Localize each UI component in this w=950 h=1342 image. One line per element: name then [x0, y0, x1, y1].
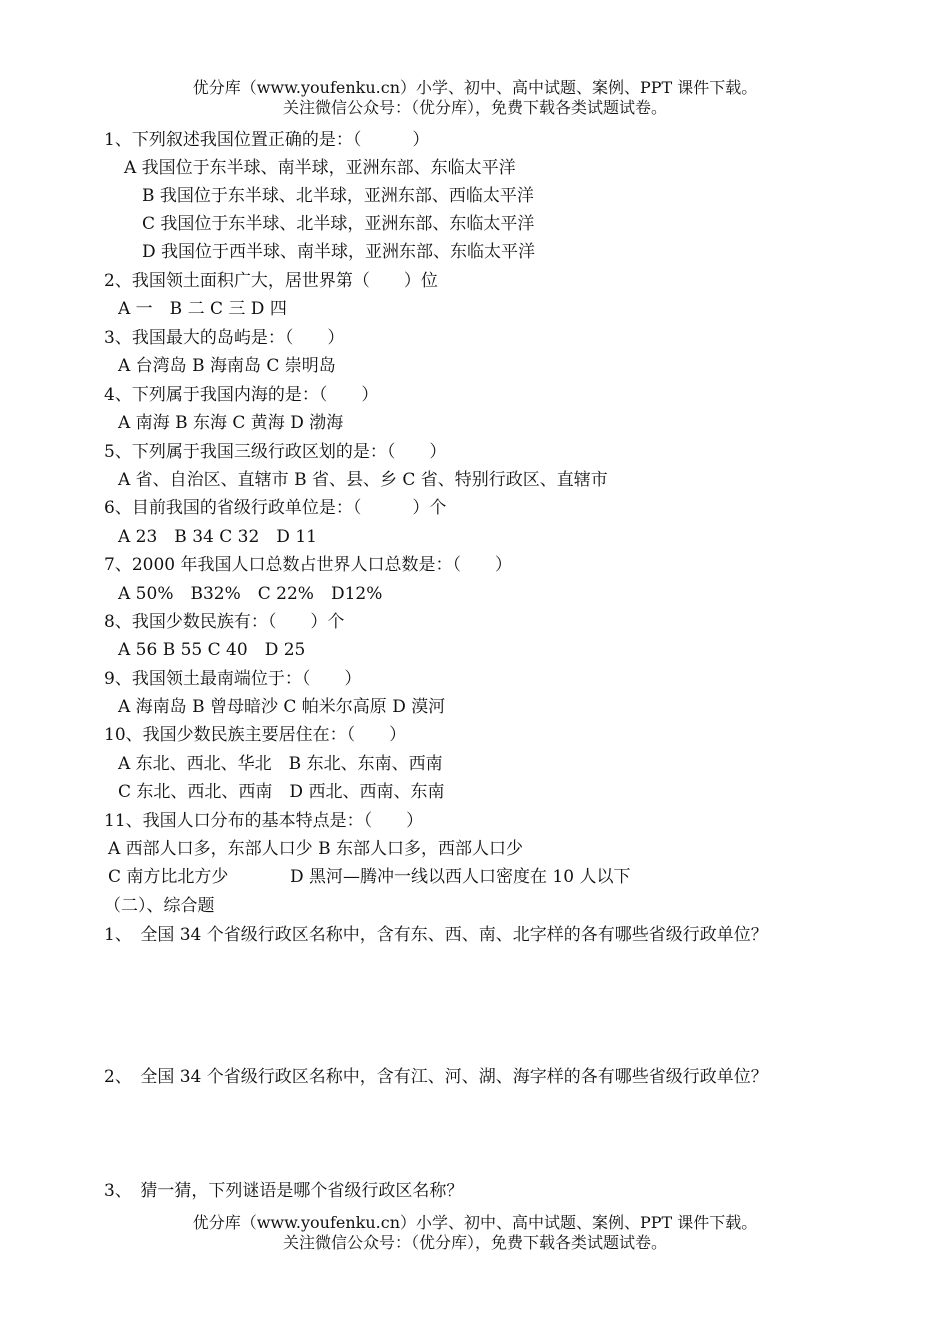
section-2-title: （二）、综合题	[104, 896, 215, 916]
question-11-stem: 11、我国人口分布的基本特点是：（ ）	[104, 811, 424, 831]
comprehensive-question-3: 3、 猜一猜，下列谜语是哪个省级行政区名称？	[104, 1181, 464, 1201]
question-10-stem: 10、我国少数民族主要居住在：（ ）	[104, 725, 407, 745]
question-11-options-row-1: A 西部人口多，东部人口少 B 东部人口多，西部人口少	[108, 839, 523, 859]
question-1-option-b: B 我国位于东半球、北半球，亚洲东部、西临太平洋	[142, 186, 534, 206]
question-4-options: A 南海 B 东海 C 黄海 D 渤海	[118, 413, 344, 433]
question-11-option-d: D 黑河—腾冲一线以西人口密度在 10 人以下	[290, 867, 631, 887]
question-1-stem: 1、下列叙述我国位置正确的是：（ ）	[104, 130, 430, 150]
question-8-options: A 56 B 55 C 40 D 25	[118, 640, 306, 660]
question-5-options: A 省、自治区、直辖市 B 省、县、乡 C 省、特别行政区、直辖市	[118, 470, 608, 490]
question-10-options-row-1: A 东北、西北、华北 B 东北、东南、西南	[118, 754, 443, 774]
question-8-stem: 8、我国少数民族有：（ ）个	[104, 612, 345, 632]
question-11-option-c: C 南方比北方少	[108, 867, 229, 887]
question-1-option-a: A 我国位于东半球、南半球，亚洲东部、东临太平洋	[124, 158, 516, 178]
question-2-stem: 2、我国领土面积广大，居世界第（ ）位	[104, 271, 438, 291]
question-10-options-row-2: C 东北、西北、西南 D 西北、西南、东南	[118, 782, 445, 802]
question-2-options: A 一 B 二 C 三 D 四	[118, 299, 287, 319]
footer-line-1: 优分库（www.youfenku.cn）小学、初中、高中试题、案例、PPT 课件下载。	[192, 1213, 758, 1232]
question-7-options: A 50% B32% C 22% D12%	[118, 584, 383, 604]
question-9-options: A 海南岛 B 曾母暗沙 C 帕米尔高原 D 漠河	[118, 697, 446, 717]
question-9-stem: 9、我国领土最南端位于：（ ）	[104, 669, 362, 689]
comprehensive-question-2: 2、 全国 34 个省级行政区名称中，含有江、河、湖、海字样的各有哪些省级行政单位？	[104, 1067, 768, 1087]
question-7-stem: 7、2000 年我国人口总数占世界人口总数是：（ ）	[104, 555, 512, 575]
footer-line-2: 关注微信公众号：（优分库），免费下载各类试题试卷。	[282, 1233, 667, 1252]
question-1-option-c: C 我国位于东半球、北半球，亚洲东部、东临太平洋	[142, 214, 535, 234]
question-3-options: A 台湾岛 B 海南岛 C 崇明岛	[118, 356, 336, 376]
comprehensive-question-1: 1、 全国 34 个省级行政区名称中，含有东、西、南、北字样的各有哪些省级行政单位？	[104, 925, 768, 945]
question-1-option-d: D 我国位于西半球、南半球，亚洲东部、东临太平洋	[142, 242, 536, 262]
question-3-stem: 3、我国最大的岛屿是：（ ）	[104, 328, 345, 348]
question-5-stem: 5、下列属于我国三级行政区划的是：（ ）	[104, 442, 447, 462]
question-4-stem: 4、下列属于我国内海的是：（ ）	[104, 385, 379, 405]
question-6-options: A 23 B 34 C 32 D 11	[118, 527, 317, 547]
question-6-stem: 6、目前我国的省级行政单位是：（ ）个	[104, 498, 447, 518]
header-line-2: 关注微信公众号：（优分库），免费下载各类试题试卷。	[282, 98, 667, 117]
header-line-1: 优分库（www.youfenku.cn）小学、初中、高中试题、案例、PPT 课件下载。	[192, 78, 758, 97]
